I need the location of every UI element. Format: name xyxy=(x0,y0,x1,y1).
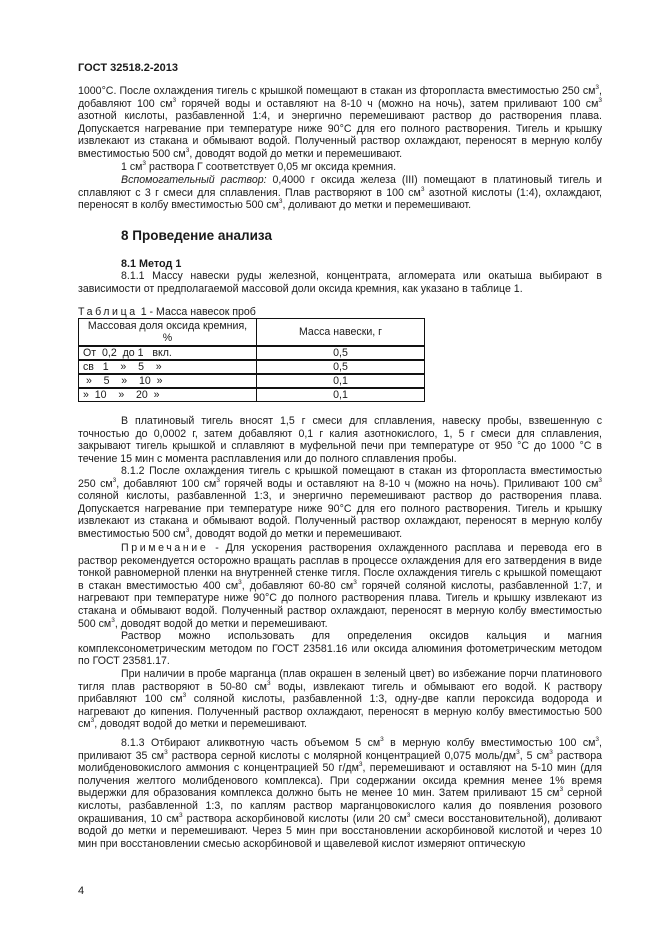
subsection-title: 8.1 Метод 1 xyxy=(121,258,182,270)
table-row xyxy=(79,388,425,402)
document-header: ГОСТ 32518.2-2013 xyxy=(78,62,178,74)
table-caption: Таблица 1 - Масса навесок проб xyxy=(78,306,256,318)
paragraph-intro: 1000°С. После охлаждения тигель с крышкой помещают в стакан из фторопласта вместимостью 250 $см^3$, добавляют 100 $см^3$ горячей воды и оставляют на 8-10 ч (можно на ночь), затем приливают 100 $см^3$ азотной кислоты, разбавленной 1:4, и энергично перемешивают раствор до растворения плава. Допускается нагревание при температуре ниже 90°С для его полного растворения. Тигель и крышку извлекают из стакана и обмывают водой. Полученный раствор охлаждают, переносят в мерную колбу вместимостью 500 $см^3$, доводят водой до метки и перемешивают. xyxy=(78,84,602,160)
table-header-silica-fraction: Массовая доля оксида кремния, % xyxy=(79,319,257,347)
table-cell-mass: 0,5 xyxy=(257,346,425,360)
paragraph-manganese: При наличии в пробе марганца (плав окрашен в зеленый цвет) во избежание порчи платинового тигля плав растворяют в 50-80 $см^3$ воды, извлекают тигель и обмывают его водой. К раствору прибавляют 100 $см^3$ соляной кислоты, разбавленной 1:3, одну-две капли пероксида водорода и нагревают до кипения. Полученный раствор охлаждают, переносят в мерную колбу вместимостью 500 $см^3$, доводят водой до метки и перемешивают. xyxy=(78,668,602,731)
table-cell-range: св 1 » 5 » xyxy=(79,360,257,374)
table-header-sample-mass: Масса навески, г xyxy=(257,319,425,347)
paragraph-8-1-1: 8.1.1 Массу навески руды железной, концентрата, агломерата или окатыша выбирают в зависимости от предполагаемой массовой доли оксида кремния, как указано в таблице 1. xyxy=(78,270,602,295)
table-row xyxy=(79,346,425,360)
table-cell-range: » 5 » 10 » xyxy=(79,374,257,388)
paragraph-note: Примечание - Для ускорения растворения охлажденного расплава и перевода его в раствор рекомендуется осторожно вращать расплав в процессе охлаждения для его затвердения в виде тонкой равномерной пленки на внутренней стенке тигля. После охлаждения тигель с крышкой помещают в стакан вместимостью 400 $см^3$, добавляют 60-80 $см^3$ горячей соляной кислоты, разбавленной 1:7, и нагревают при температуре ниже 90°С до полного растворения плава. Тигель и крышку извлекают из стакана и обмывают водой. Полученный раствор охлаждают, переносят в мерную колбу вместимостью 500 $см^3$, доводят водой до метки и перемешивают. xyxy=(78,542,602,630)
table-cell-range: От 0,2 до 1 вкл. xyxy=(79,346,257,360)
paragraph-solution-g: 1 $см^3$ раствора Г соответствует 0,05 мг оксида кремния. xyxy=(121,160,397,173)
paragraph-8-1-3: 8.1.3 Отбирают аликвотную часть объемом 5 $см^3$ в мерную колбу вместимостью 100 $см^3$, приливают 35 $см^3$ раствора серной кислоты с молярной концентрацией 0,075 моль/$дм^3$, 5 $см^3$ раствора молибденовокислого аммония с концентрацией 50 $г/дм^3$, перемешивают и оставляют на 5-10 мин (для получения желтого молибденового комплекса). При содержании оксида кремния менее 1% время выдержки для образования комплекса должно быть не менее 10 мин. Затем приливают 15 $см^3$ серной кислоты, разбавленной 1:3, по каплям раствор марганцовокислого калия до появления розового окрашивания, 10 $см^3$ раствора аскорбиновой кислоты (или 20 $см^3$ смеси восстановительной), доливают водой до метки и перемешивают. Через 5 мин при восстановлении аскорбиновой кислотой и через 10 мин при восстановлении смесью аскорбиновой и щавелевой кислот измеряют оптическую xyxy=(78,736,602,850)
paragraph-auxiliary-solution: Вспомогательный раствор: 0,4000 г оксида железа (III) помещают в платиновый тигель и сплавляют с 3 г смеси для сплавления. Плав растворяют в 100 $см^3$ азотной кислоты (1:4), охлаждают, переносят в колбу вместимостью 500 $см^3$, доливают до метки и перемешивают. xyxy=(78,174,603,212)
table-row xyxy=(79,360,425,374)
paragraph-solution-use: Раствор можно использовать для определения оксидов кальция и магния комплексонометрическим методом по ГОСТ 23581.16 или оксида алюминия фотометрическим методом по ГОСТ 23581.17. xyxy=(78,630,602,668)
table-row xyxy=(79,374,425,388)
section-title: 8 Проведение анализа xyxy=(121,228,272,243)
sample-mass-table xyxy=(78,318,425,402)
table-cell-mass: 0,1 xyxy=(257,374,425,388)
table-cell-range: » 10 » 20 » xyxy=(79,388,257,402)
paragraph-8-1-2: 8.1.2 После охлаждения тигель с крышкой помещают в стакан из фторопласта вместимостью 250 $см^3$, добавляют 100 $см^3$ горячей воды и оставляют на 8-10 ч (можно на ночь). Приливают 100 $см^3$ соляной кислоты, разбавленной 1:3, и энергично перемешивают раствор до растворения плава. Допускается нагревание при температуре ниже 90°С для его полного растворения. Тигель и крышку извлекают из стакана и обмывают водой. Полученный раствор охлаждают, переносят в мерную колбу вместимостью 500 $см^3$, доводят водой до метки и перемешивают. xyxy=(78,465,602,540)
table-cell-mass: 0,5 xyxy=(257,360,425,374)
page-number: 4 xyxy=(78,885,85,897)
paragraph-fusion: В платиновый тигель вносят 1,5 г смеси для сплавления, навеску пробы, взвешенную с точностью до 0,0002 г, затем добавляют 0,1 г калия азотнокислого, 1, 5 г смеси для сплавления, закрывают тигель крышкой и сплавляют в муфельной печи при температуре от 950 °С до 1000 °С в течение 15 мин с момента расплавления или до полного сплавления пробы. xyxy=(78,415,602,465)
table-cell-mass: 0,1 xyxy=(257,388,425,402)
